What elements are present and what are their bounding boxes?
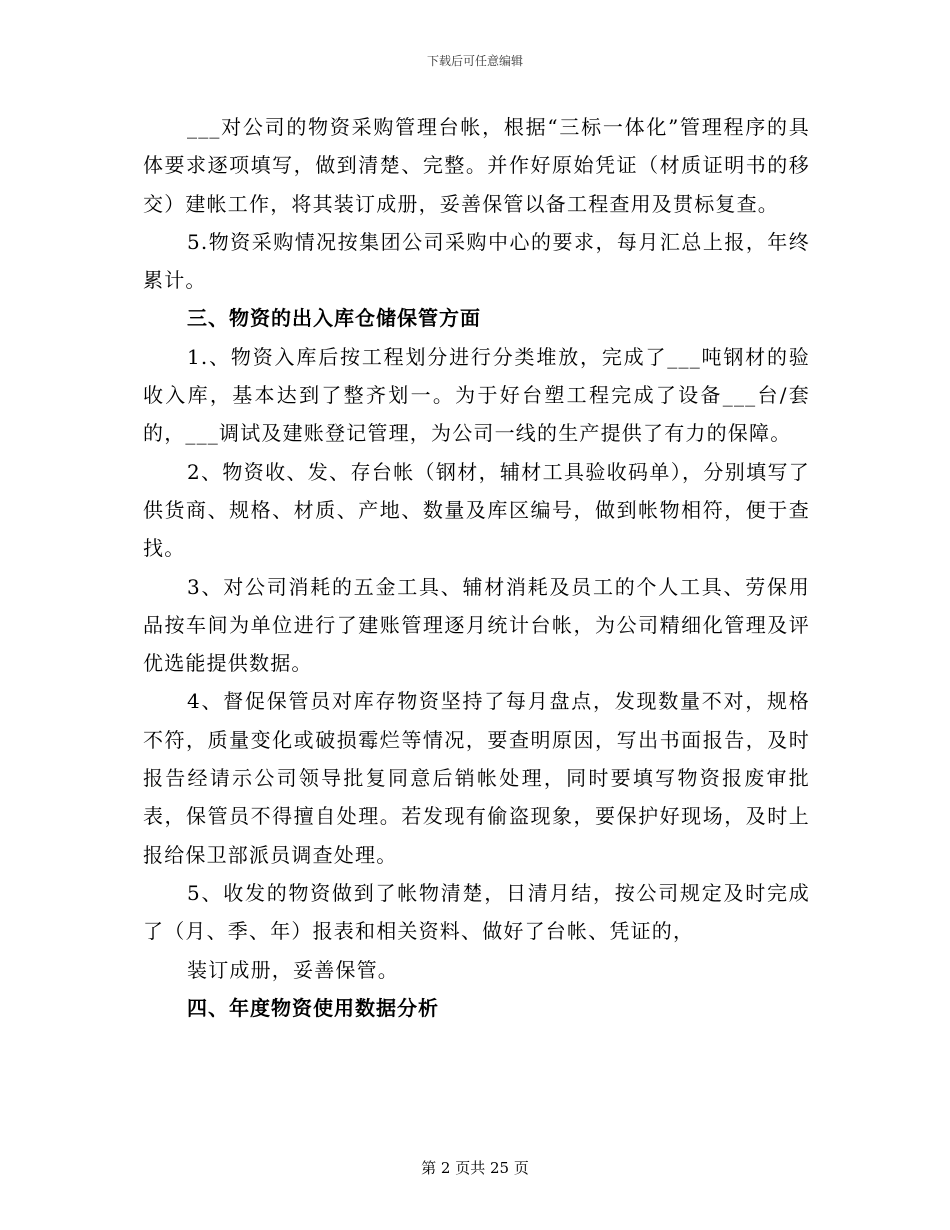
paragraph-procurement-ledger: ___对公司的物资采购管理台帐，根据“三标一体化”管理程序的具体要求逐项填写，做到清楚、完整。并作好原始凭证（材质证明书的移交）建帐工作，将其装订成册，妥善保管以备工程查用及贯标复查。 [143,115,810,216]
paragraph-monthly-report: 5.物资采购情况按集团公司采购中心的要求，每月汇总上报，年终累计。 [143,229,810,293]
paragraph-warehouse-item-2: 2、物资收、发、存台帐（钢材，辅材工具验收码单），分别填写了供货商、规格、材质、产地、数量及库区编号，做到帐物相符，便于查找。 [143,459,810,561]
section-heading-warehouse: 三、物资的出入库仓储保管方面 [187,306,481,331]
page-header: 下载后可任意编辑 [426,54,523,68]
section-heading-data-analysis: 四、年度物资使用数据分析 [187,995,439,1020]
document-body [143,108,810,1027]
paragraph-warehouse-item-3: 3、对公司消耗的五金工具、辅材消耗及员工的个人工具、劳保用品按车间为单位进行了建账管理逐月统计台帐，为公司精细化管理及评优选能提供数据。 [143,574,810,676]
page-footer: 第 2 页共 25 页 [421,1159,529,1177]
paragraph-warehouse-item-4: 4、督促保管员对库存物资坚持了每月盘点，发现数量不对，规格不符，质量变化或破损霉烂等情况，要查明原因，写出书面报告，及时报告经请示公司领导批复同意后销帐处理，同时要填写物资报废审批表，保管员不得擅自处理。若发现有偷盗现象，要保护好现场，及时上报给保卫部派员调查处理。 [143,689,810,867]
paragraph-warehouse-item-5: 5、收发的物资做到了帐物清楚，日清月结，按公司规定及时完成了（月、季、年）报表和相关资料、做好了台帐、凭证的， [143,880,810,944]
paragraph-warehouse-item-5-cont: 装订成册，妥善保管。 [187,957,399,982]
paragraph-warehouse-item-1: 1.、物资入库后按工程划分进行分类堆放，完成了___吨钢材的验收入库，基本达到了整齐划一。为于好台塑工程完成了设备___台/套的，___调试及建账登记管理，为公司一线的生产提供了有力的保障。 [143,344,810,446]
